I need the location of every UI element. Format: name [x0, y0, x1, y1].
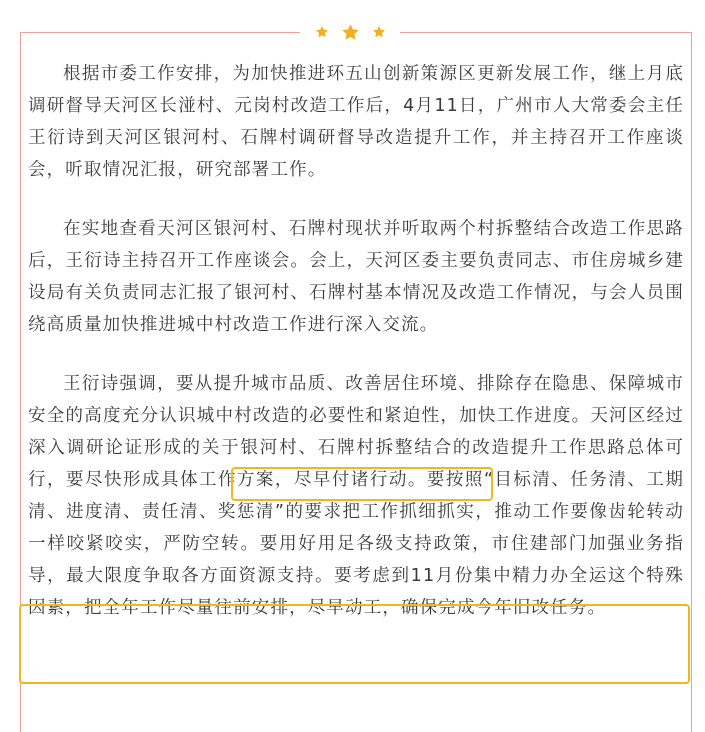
star-icon	[372, 25, 386, 39]
article-paragraph: 在实地查看天河区银河村、石牌村现状并听取两个村拆整结合改造工作思路后，王衍诗主持召开工作座谈会。会上，天河区委主要负责同志、市住房城乡建设局有关负责同志汇报了银河村、石牌村基本情况及改造工作情况，与会人员围绕高质量加快推进城中村改造工作进行深入交流。	[28, 219, 684, 335]
article-paragraph: 王衍诗强调，要从提升城市品质、改善居住环境、排除存在隐患、保障城市安全的高度充分认识城中村改造的必要性和紧迫性，加快工作进度。天河区经过深入调研论证形成的关于银河村、石牌村拆整结合的改造提升工作思路总体可行，要尽快形成具体工作方案，尽早付诸行动。要按照“目标清、任务清、工期清、进度清、责任清、奖惩清”的要求把工作抓细抓实，推动工作要像齿轮转动一样咬紧咬实，严防空转。要用好用足各级支持政策，市住建部门加强业务指导，最大限度争取各方面资源支持。要考虑到11月份集中精力办全运这个特殊因素，把全年工作尽量往前安排，尽早动工，确保完成今年旧改任务。	[28, 374, 684, 618]
star-ornament	[300, 18, 400, 46]
article-paragraph: 根据市委工作安排，为加快推进环五山创新策源区更新发展工作，继上月底调研督导天河区长湴村、元岗村改造工作后，4月11日，广州市人大常委会主任王衍诗到天河区银河村、石牌村调研督导改造提升工作，并主持召开工作座谈会，听取情况汇报，研究部署工作。	[28, 64, 684, 180]
article-body	[28, 58, 684, 624]
star-icon	[341, 23, 360, 42]
star-icon	[315, 25, 329, 39]
